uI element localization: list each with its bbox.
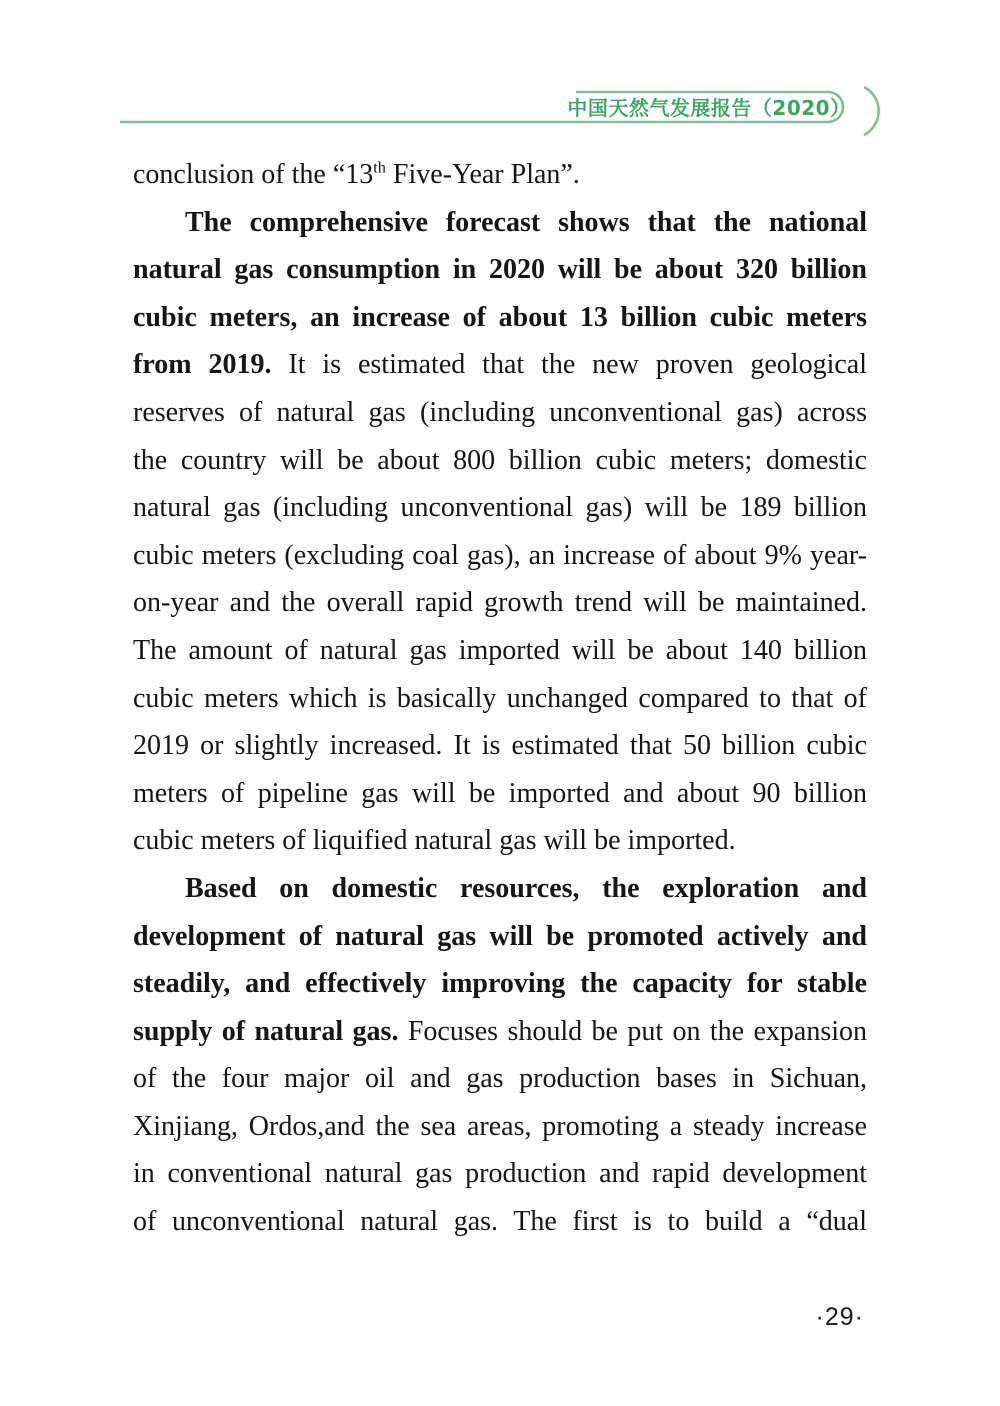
- plain-text: of the four major oil and gas production bases in Sichuan,: [133, 1063, 867, 1095]
- text-line: [133, 151, 867, 199]
- report-header-title: 中国天然气发展报告（2020）: [567, 96, 851, 120]
- body-text: [133, 151, 867, 1246]
- paragraph: [133, 865, 867, 1246]
- text-line: [133, 532, 867, 580]
- plain-text: It is estimated that the new proven geological: [271, 349, 867, 381]
- bold-text: Based on domestic resources, the exploration and: [185, 872, 867, 904]
- text-line-content: [133, 397, 867, 428]
- text-line: [133, 579, 867, 627]
- plain-text: Focuses should be put on the expansion: [398, 1015, 867, 1047]
- header-arc-bracket: [864, 87, 879, 135]
- text-line-content: [133, 968, 867, 999]
- plain-text: cubic meters which is basically unchanged compared to that of: [133, 682, 867, 714]
- bold-text: from 2019.: [133, 349, 272, 381]
- text-line-content: [133, 635, 867, 666]
- text-line-content: [185, 873, 867, 904]
- text-line-content: [133, 1158, 867, 1189]
- text-line: [133, 1150, 867, 1198]
- text-line: [133, 1103, 867, 1151]
- paragraph: [133, 199, 867, 865]
- plain-text: in conventional natural gas production and rapid development: [133, 1158, 867, 1190]
- plain-text: Five-Year Plan”.: [385, 159, 580, 190]
- plain-text: on-year and the overall rapid growth trend will be maintained.: [133, 587, 867, 619]
- text-line-content: [185, 207, 867, 238]
- header-decoration: [0, 0, 1000, 160]
- plain-text: cubic meters (excluding coal gas), an increase of about 9% year-: [133, 539, 867, 571]
- text-line: [133, 341, 867, 389]
- text-line: [133, 1008, 867, 1056]
- text-line-content: [133, 730, 867, 761]
- text-line-content: [133, 492, 867, 523]
- text-line-content: [133, 587, 867, 618]
- plain-text: of unconventional natural gas. The first is to build a “dual: [133, 1206, 867, 1238]
- text-line: [133, 484, 867, 532]
- text-line: [133, 389, 867, 437]
- bold-text: natural gas consumption in 2020 will be about 320 billion: [133, 254, 867, 286]
- text-line-content: [133, 349, 867, 380]
- text-line-content: [133, 1206, 867, 1237]
- plain-text: natural gas (including unconventional gas) will be 189 billion: [133, 492, 867, 524]
- text-line: [133, 722, 867, 770]
- text-line: [133, 913, 867, 961]
- text-line-content: [133, 445, 867, 476]
- text-line: [133, 865, 867, 913]
- plain-text: meters of pipeline gas will be imported and about 90 billion: [133, 777, 867, 809]
- text-line: [133, 437, 867, 485]
- paragraph: [133, 151, 867, 199]
- text-line: [133, 960, 867, 1008]
- text-line-content: [133, 1016, 867, 1047]
- plain-text: reserves of natural gas (including unconventional gas) across: [133, 396, 867, 428]
- text-line: [133, 246, 867, 294]
- text-line-content: [133, 1111, 867, 1142]
- text-line: [133, 770, 867, 818]
- plain-text: 2019 or slightly increased. It is estimated that 50 billion cubic: [133, 730, 867, 762]
- text-line: [133, 199, 867, 247]
- text-line-content: [133, 159, 580, 190]
- plain-text: cubic meters of liquified natural gas will be imported.: [133, 825, 736, 857]
- plain-text: The amount of natural gas imported will be about 140 billion: [133, 634, 867, 666]
- bold-text: development of natural gas will be promoted actively and: [133, 920, 867, 952]
- bold-text: steadily, and effectively improving the capacity for stable: [133, 968, 867, 1000]
- text-line-content: [133, 921, 867, 952]
- text-line-content: [133, 683, 867, 714]
- text-line-content: [133, 540, 867, 571]
- text-line-content: [133, 825, 736, 856]
- text-line-content: [133, 1063, 867, 1094]
- text-line: [133, 294, 867, 342]
- bold-text: The comprehensive forecast shows that the national: [185, 206, 867, 238]
- bold-text: supply of natural gas.: [133, 1015, 399, 1047]
- text-line: [133, 627, 867, 675]
- text-line: [133, 675, 867, 723]
- text-line: [133, 1055, 867, 1103]
- text-line-content: [133, 778, 867, 809]
- text-line-content: [133, 302, 867, 333]
- text-line-content: [133, 254, 867, 285]
- bold-text: cubic meters, an increase of about 13 billion cubic meters: [133, 301, 867, 333]
- text-line: [133, 1198, 867, 1246]
- text-line: [133, 817, 867, 865]
- superscript-text: th: [373, 158, 386, 177]
- page-number: ·29·: [815, 1303, 864, 1331]
- plain-text: conclusion of the “13: [133, 159, 374, 190]
- plain-text: Xinjiang, Ordos,and the sea areas, promoting a steady increase: [133, 1110, 867, 1142]
- plain-text: the country will be about 800 billion cubic meters; domestic: [133, 444, 867, 476]
